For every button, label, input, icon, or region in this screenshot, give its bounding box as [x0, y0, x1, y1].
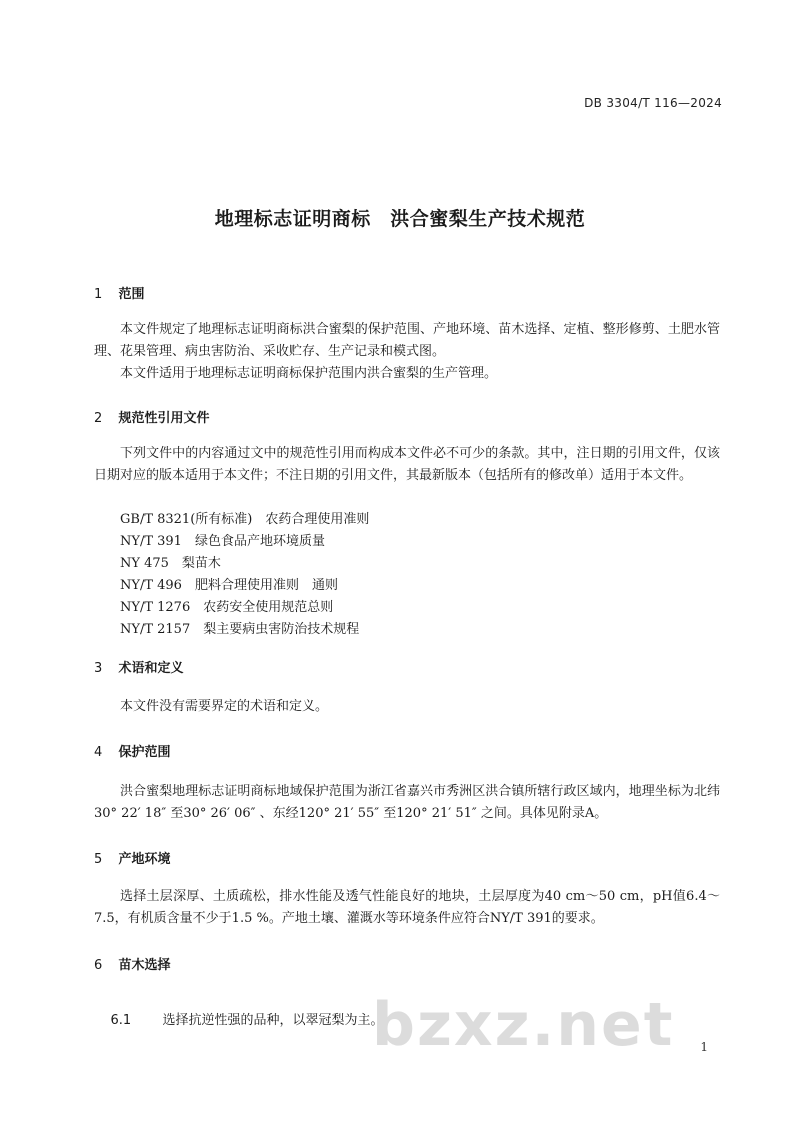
- section-title: 规范性引用文件: [118, 411, 210, 426]
- section-number: 1: [94, 287, 103, 302]
- reference-item: NY/T 2157 梨主要病虫害防治技术规程: [120, 622, 360, 637]
- document-title: 地理标志证明商标 洪合蜜梨生产技术规范: [214, 208, 586, 230]
- section-number: 6: [94, 958, 103, 973]
- watermark: bzxz.net: [372, 990, 675, 1060]
- reference-item: NY/T 1276 农药安全使用规范总则: [120, 600, 334, 615]
- section-title: 保护范围: [118, 745, 171, 760]
- references-intro: 下列文件中的内容通过文中的规范性引用而构成本文件必不可少的条款。其中，注日期的引用文件，仅该日期对应的版本适用于本文件；不注日期的引用文件，其最新版本（包括所有的修改单）适用于本文件。: [94, 446, 720, 483]
- section-heading-scope: [94, 283, 145, 302]
- clause-text: 选择抗逆性强的品种，以翠冠梨为主。: [162, 1013, 384, 1028]
- protection-paragraph: 洪合蜜梨地理标志证明商标地域保护范围为浙江省嘉兴市秀洲区洪合镇所辖行政区域内，地理坐标为北纬30° 22′ 18″ 至30° 26′ 06″ 、东经120° 21′ 55″ 至120° 21′ 51″ 之间。具体见附录A。: [94, 784, 720, 821]
- section-title: 范围: [118, 287, 145, 302]
- section-heading-references: [94, 407, 210, 426]
- section-title: 术语和定义: [118, 661, 184, 676]
- reference-item: NY 475 梨苗木: [120, 556, 221, 571]
- section-title: 产地环境: [118, 852, 171, 867]
- reference-item: GB/T 8321(所有标准) 农药合理使用准则: [120, 512, 370, 527]
- clause-number: 6.1: [110, 1013, 132, 1028]
- section-number: 3: [94, 661, 103, 676]
- section-heading-protection: [94, 741, 171, 760]
- section-number: 2: [94, 411, 103, 426]
- scope-paragraph-2: 本文件适用于地理标志证明商标保护范围内洪合蜜梨的生产管理。: [120, 366, 498, 381]
- page-number: 1: [700, 1040, 708, 1054]
- reference-item: NY/T 496 肥料合理使用准则 通则: [120, 578, 338, 593]
- section-heading-environment: [94, 848, 171, 867]
- section-number: 4: [94, 745, 103, 760]
- section-heading-terms: [94, 657, 184, 676]
- document-code: DB 3304/T 116—2024: [584, 96, 722, 110]
- reference-item: NY/T 391 绿色食品产地环境质量: [120, 534, 325, 549]
- clause-6-1: [94, 988, 384, 1054]
- section-heading-seedling: [94, 954, 171, 973]
- scope-paragraph-1: 本文件规定了地理标志证明商标洪合蜜梨的保护范围、产地环境、苗木选择、定植、整形修剪、土肥水管理、花果管理、病虫害防治、采收贮存、生产记录和模式图。: [94, 322, 720, 359]
- environment-paragraph: 选择土层深厚、土质疏松，排水性能及透气性能良好的地块，土层厚度为40 cm～50 cm，pH值6.4～7.5，有机质含量不少于1.5 %。产地土壤、灌溉水等环境条件应符合NY/T 391的要求。: [94, 889, 720, 926]
- section-number: 5: [94, 852, 103, 867]
- terms-paragraph: 本文件没有需要界定的术语和定义。: [120, 699, 329, 714]
- section-title: 苗木选择: [118, 958, 171, 973]
